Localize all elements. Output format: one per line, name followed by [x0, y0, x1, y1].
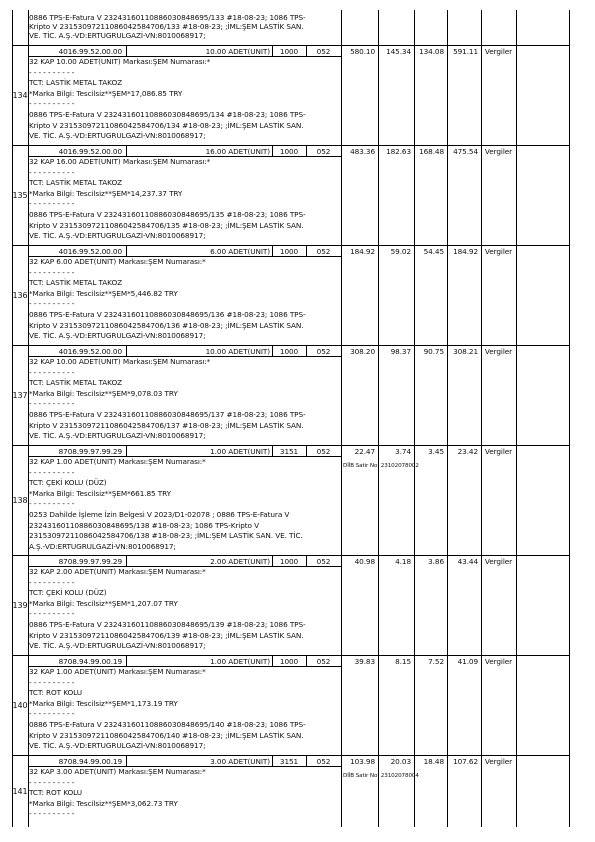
tax-label: Vergiler: [484, 246, 513, 256]
description-line: Kripto V 23153097211086042584706/137 #18-08-23; ;İML:ŞEM LASTİK SAN.: [29, 420, 304, 430]
value-3: 3.86: [428, 556, 444, 566]
description-line: TCT: ÇEKİ KOLU (DÜZ): [29, 478, 107, 488]
grid-vline: [481, 555, 482, 655]
value-3: 3.45: [428, 446, 444, 456]
value-1: 308.20: [350, 346, 375, 356]
description-line: VE. TİC. A.Ş.-VD:ERTUGRULGAZİ-VN:8010068917;: [29, 431, 206, 441]
description-line: Kripto V 23153097211086042584706/135 #18-08-23; ;İML:ŞEM LASTİK SAN.: [29, 220, 304, 230]
description-line: *Marka Bilgi: Tescilsiz**ŞEM*9,078.03 TRY: [29, 388, 178, 398]
description-line: *Marka Bilgi: Tescilsiz**ŞEM*5,446.82 TRY: [29, 288, 178, 298]
value-1: 580.10: [350, 46, 375, 56]
fragment-line: VE. TİC. A.Ş.-VD:ERTUGRULGAZİ-VN:8010068917;: [29, 31, 206, 40]
description-line: Kripto V 23153097211086042584706/136 #18-08-23; ;İML:ŞEM LASTİK SAN.: [29, 320, 304, 330]
description-line: - - - - - - - - - -: [29, 399, 75, 409]
description-line: 0886 TPS-E-Fatura V 23243160110886030848695/139 #18-08-23; 1086 TPS-: [29, 620, 306, 629]
code-a: 1000: [279, 246, 299, 256]
description-line: - - - - - - - - - -: [29, 99, 75, 109]
description-line: 0253 Dahilde İşleme İzin Belgesi V 2023/D1-02078 ; 0886 TPS-E-Fatura V: [29, 510, 290, 519]
grid-vline: [414, 145, 415, 245]
grid-vline: [126, 555, 127, 566]
grid-vline: [126, 755, 127, 766]
grid-vline: [378, 245, 379, 345]
grid-vline: [378, 345, 379, 445]
code-a: 1000: [279, 346, 299, 356]
grid-vline: [447, 345, 448, 445]
value-3: 168.48: [419, 146, 444, 156]
value-1: 483.36: [350, 146, 375, 156]
grid-vline: [378, 45, 379, 145]
grid-vline: [126, 345, 127, 356]
grid-vline: [569, 10, 570, 827]
gtip-code: 8708.94.99.00.19: [58, 656, 122, 666]
description-line: - - - - - - - - - -: [29, 467, 75, 477]
description-line: - - - - - - - - - -: [29, 709, 75, 719]
code-b: 052: [316, 346, 331, 356]
grid-vline: [378, 145, 379, 245]
grid-vline: [481, 655, 482, 755]
code-b: 052: [316, 556, 331, 566]
tax-label: Vergiler: [484, 446, 513, 456]
value-4: 41.09: [457, 656, 478, 666]
grid-vline: [481, 445, 482, 555]
grid-vline: [378, 10, 379, 45]
description-line: 32 KAP 3.00 ADET(UNIT) Markası:ŞEM Numarası:*: [29, 767, 206, 776]
description-line: 0886 TPS-E-Fatura V 23243160110886030848695/136 #18-08-23; 1086 TPS-: [29, 310, 306, 319]
description-line: *Marka Bilgi: Tescilsiz**ŞEM*14,237.37 TRY: [29, 188, 183, 198]
tax-label: Vergiler: [484, 756, 513, 766]
quantity: 1.00 ADET(UNIT): [210, 446, 270, 456]
grid-vline: [378, 755, 379, 827]
grid-vline: [414, 655, 415, 755]
value-1: 22.47: [354, 446, 375, 456]
quantity: 2.00 ADET(UNIT): [210, 556, 270, 566]
description-line: - - - - - - - - - -: [29, 67, 75, 77]
grid-vline: [378, 655, 379, 755]
item-number: 139: [12, 601, 28, 610]
description-line: Kripto V 23153097211086042584706/134 #18-08-23; ;İML:ŞEM LASTİK SAN.: [29, 120, 304, 130]
fragment-line: Kripto V 231530972110860425847​06/133 #18-08-23; ;İML:ŞEM LASTİK SAN.: [29, 22, 304, 31]
code-b: 052: [316, 446, 331, 456]
value-4: 308.21: [453, 346, 478, 356]
grid-vline: [481, 345, 482, 445]
grid-vline: [414, 10, 415, 45]
description-line: - - - - - - - - - -: [29, 809, 75, 819]
description-line: TCT: LASTİK METAL TAKOZ: [29, 378, 123, 388]
value-1: 184.92: [350, 246, 375, 256]
description-line: 32 KAP 1.00 ADET(UNIT) Markası:ŞEM Numarası:*: [29, 667, 206, 676]
description-line: 0886 TPS-E-Fatura V 23243160110886030848695/137 #18-08-23; 1086 TPS-: [29, 410, 306, 419]
description-line: VE. TİC. A.Ş.-VD:ERTUGRULGAZİ-VN:8010068917;: [29, 131, 206, 141]
description-line: - - - - - - - - - -: [29, 777, 75, 787]
code-b: 052: [316, 756, 331, 766]
description-line: 32 KAP 10.00 ADET(UNIT) Markası:ŞEM Numarası:*: [29, 357, 211, 366]
item-number: 135: [12, 191, 28, 200]
tax-label: Vergiler: [484, 656, 513, 666]
description-line: TCT: LASTİK METAL TAKOZ: [29, 178, 123, 188]
code-a: 1000: [279, 556, 299, 566]
code-a: 3151: [279, 756, 299, 766]
grid-vline: [481, 145, 482, 245]
code-a: 1000: [279, 146, 299, 156]
diib-note: DİİB Satir No: 23102078002: [343, 463, 419, 469]
value-1: 40.98: [354, 556, 375, 566]
code-b: 052: [316, 246, 331, 256]
description-line: 0886 TPS-E-Fatura V 23243160110886030848695/135 #18-08-23; 1086 TPS-: [29, 210, 306, 219]
description-line: *Marka Bilgi: Tescilsiz**ŞEM*1,207.07 TRY: [29, 598, 178, 608]
value-3: 90.75: [423, 346, 444, 356]
code-a: 3151: [279, 446, 299, 456]
value-4: 23.42: [457, 446, 478, 456]
value-4: 475.54: [453, 146, 478, 156]
grid-vline: [447, 10, 448, 45]
description-line: TCT: ROT KOLU: [29, 688, 83, 698]
grid-vline: [481, 10, 482, 45]
quantity: 10.00 ADET(UNIT): [205, 346, 270, 356]
grid-vline: [378, 555, 379, 655]
description-line: - - - - - - - - - -: [29, 367, 75, 377]
quantity: 6.00 ADET(UNIT): [210, 246, 270, 256]
grid-vline: [447, 555, 448, 655]
code-a: 1000: [279, 46, 299, 56]
description-line: 32 KAP 6.00 ADET(UNIT) Markası:ŞEM Numarası:*: [29, 257, 206, 266]
grid-vline: [481, 45, 482, 145]
description-line: TCT: LASTİK METAL TAKOZ: [29, 78, 123, 88]
item-number: 137: [12, 391, 28, 400]
grid-vline: [414, 345, 415, 445]
description-line: TCT: ÇEKİ KOLU (DÜZ): [29, 588, 107, 598]
gtip-code: 4016.99.52.00.00: [58, 246, 122, 256]
description-line: Kripto V 23153097211086042584706/140 #18-08-23; ;İML:ŞEM LASTİK SAN.: [29, 730, 304, 740]
description-line: 23153097211086042584706/138 #18-08-23; ;İML:ŞEM LASTİK SAN. VE. TİC.: [29, 531, 303, 541]
description-line: VE. TİC. A.Ş.-VD:ERTUGRULGAZİ-VN:8010068917;: [29, 741, 206, 751]
value-4: 591.11: [453, 46, 478, 56]
grid-vline: [126, 145, 127, 156]
grid-vline: [414, 45, 415, 145]
description-line: - - - - - - - - - -: [29, 677, 75, 687]
description-line: Kripto V 23153097211086042584706/139 #18-08-23; ;İML:ŞEM LASTİK SAN.: [29, 630, 304, 640]
description-line: A.Ş.-VD:ERTUGRULGAZİ-VN:8010068917;: [29, 541, 176, 551]
description-line: 0886 TPS-E-Fatura V 23243160110886030848695/134 #18-08-23; 1086 TPS-: [29, 110, 306, 119]
description-line: *Marka Bilgi: Tescilsiz**ŞEM*1,173.19 TRY: [29, 698, 178, 708]
description-line: *Marka Bilgi: Tescilsiz**ŞEM*661.85 TRY: [29, 488, 171, 498]
grid-vline: [414, 755, 415, 827]
description-line: VE. TİC. A.Ş.-VD:ERTUGRULGAZİ-VN:8010068917;: [29, 641, 206, 651]
description-line: - - - - - - - - - -: [29, 167, 75, 177]
item-number: 140: [12, 701, 28, 710]
description-line: - - - - - - - - - -: [29, 299, 75, 309]
value-2: 20.03: [390, 756, 411, 766]
value-2: 59.02: [390, 246, 411, 256]
description-line: TCT: ROT KOLU: [29, 788, 83, 798]
code-b: 052: [316, 46, 331, 56]
grid-vline: [447, 245, 448, 345]
grid-vline: [447, 145, 448, 245]
grid-vline: [516, 10, 517, 827]
item-number: 141: [12, 787, 28, 796]
value-3: 7.52: [428, 656, 444, 666]
code-b: 052: [316, 656, 331, 666]
description-line: - - - - - - - - - -: [29, 609, 75, 619]
grid-vline: [414, 245, 415, 345]
grid-vline: [447, 45, 448, 145]
grid-vline: [126, 45, 127, 56]
value-4: 43.44: [457, 556, 478, 566]
value-2: 3.74: [395, 446, 411, 456]
quantity: 10.00 ADET(UNIT): [205, 46, 270, 56]
description-line: 32 KAP 2.00 ADET(UNIT) Markası:ŞEM Numarası:*: [29, 567, 206, 576]
value-2: 182.63: [386, 146, 411, 156]
item-number: 136: [12, 291, 28, 300]
value-3: 54.45: [423, 246, 444, 256]
description-line: 32 KAP 1.00 ADET(UNIT) Markası:ŞEM Numarası:*: [29, 457, 206, 466]
description-line: - - - - - - - - - -: [29, 199, 75, 209]
value-4: 184.92: [453, 246, 478, 256]
code-b: 052: [316, 146, 331, 156]
gtip-code: 8708.99.97.99.29: [58, 556, 122, 566]
description-line: *Marka Bilgi: Tescilsiz**ŞEM*17,086.85 TRY: [29, 88, 183, 98]
tax-label: Vergiler: [484, 556, 513, 566]
description-line: 32 KAP 10.00 ADET(UNIT) Markası:ŞEM Numarası:*: [29, 57, 211, 66]
grid-vline: [447, 655, 448, 755]
tax-label: Vergiler: [484, 346, 513, 356]
grid-vline: [447, 445, 448, 555]
grid-vline: [481, 755, 482, 827]
description-line: - - - - - - - - - -: [29, 577, 75, 587]
grid-vline: [341, 10, 342, 827]
tax-label: Vergiler: [484, 146, 513, 156]
grid-vline: [126, 655, 127, 666]
value-4: 107.62: [453, 756, 478, 766]
grid-vline: [414, 555, 415, 655]
value-3: 134.08: [419, 46, 444, 56]
grid-vline: [481, 245, 482, 345]
quantity: 16.00 ADET(UNIT): [205, 146, 270, 156]
gtip-code: 4016.99.52.00.00: [58, 146, 122, 156]
value-2: 145.34: [386, 46, 411, 56]
grid-vline: [126, 245, 127, 256]
description-line: 32 KAP 16.00 ADET(UNIT) Markası:ŞEM Numarası:*: [29, 157, 211, 166]
description-line: 23243160110886030848695/138 #18-08-23; 1086 TPS-Kripto V: [29, 520, 259, 530]
description-line: TCT: LASTİK METAL TAKOZ: [29, 278, 123, 288]
value-1: 39.83: [354, 656, 375, 666]
grid-vline: [447, 755, 448, 827]
value-1: 103.98: [350, 756, 375, 766]
gtip-code: 4016.99.52.00.00: [58, 346, 122, 356]
quantity: 1.00 ADET(UNIT): [210, 656, 270, 666]
description-line: - - - - - - - - - -: [29, 499, 75, 509]
value-2: 4.18: [395, 556, 411, 566]
description-line: VE. TİC. A.Ş.-VD:ERTUGRULGAZİ-VN:8010068917;: [29, 331, 206, 341]
gtip-code: 4016.99.52.00.00: [58, 46, 122, 56]
value-3: 18.48: [423, 756, 444, 766]
value-2: 98.37: [390, 346, 411, 356]
item-number: 134: [12, 91, 28, 100]
gtip-code: 8708.94.99.00.19: [58, 756, 122, 766]
description-line: *Marka Bilgi: Tescilsiz**ŞEM*3,062.73 TRY: [29, 798, 178, 808]
description-line: VE. TİC. A.Ş.-VD:ERTUGRULGAZİ-VN:8010068917;: [29, 231, 206, 241]
previous-item-fragment: [29, 13, 341, 40]
item-number: 138: [12, 496, 28, 505]
tax-label: Vergiler: [484, 46, 513, 56]
description-line: 0886 TPS-E-Fatura V 23243160110886030848695/140 #18-08-23; 1086 TPS-: [29, 720, 306, 729]
quantity: 3.00 ADET(UNIT): [210, 756, 270, 766]
diib-note: DİİB Satir No: 23102078004: [343, 773, 419, 779]
code-a: 1000: [279, 656, 299, 666]
value-2: 8.15: [395, 656, 411, 666]
description-line: - - - - - - - - - -: [29, 267, 75, 277]
fragment-line: 0886 TPS-E-Fatura V 232431601108860308486​95/133 #18-08-23; 1086 TPS-: [29, 13, 306, 22]
grid-vline: [126, 445, 127, 456]
gtip-code: 8708.99.97.99.29: [58, 446, 122, 456]
